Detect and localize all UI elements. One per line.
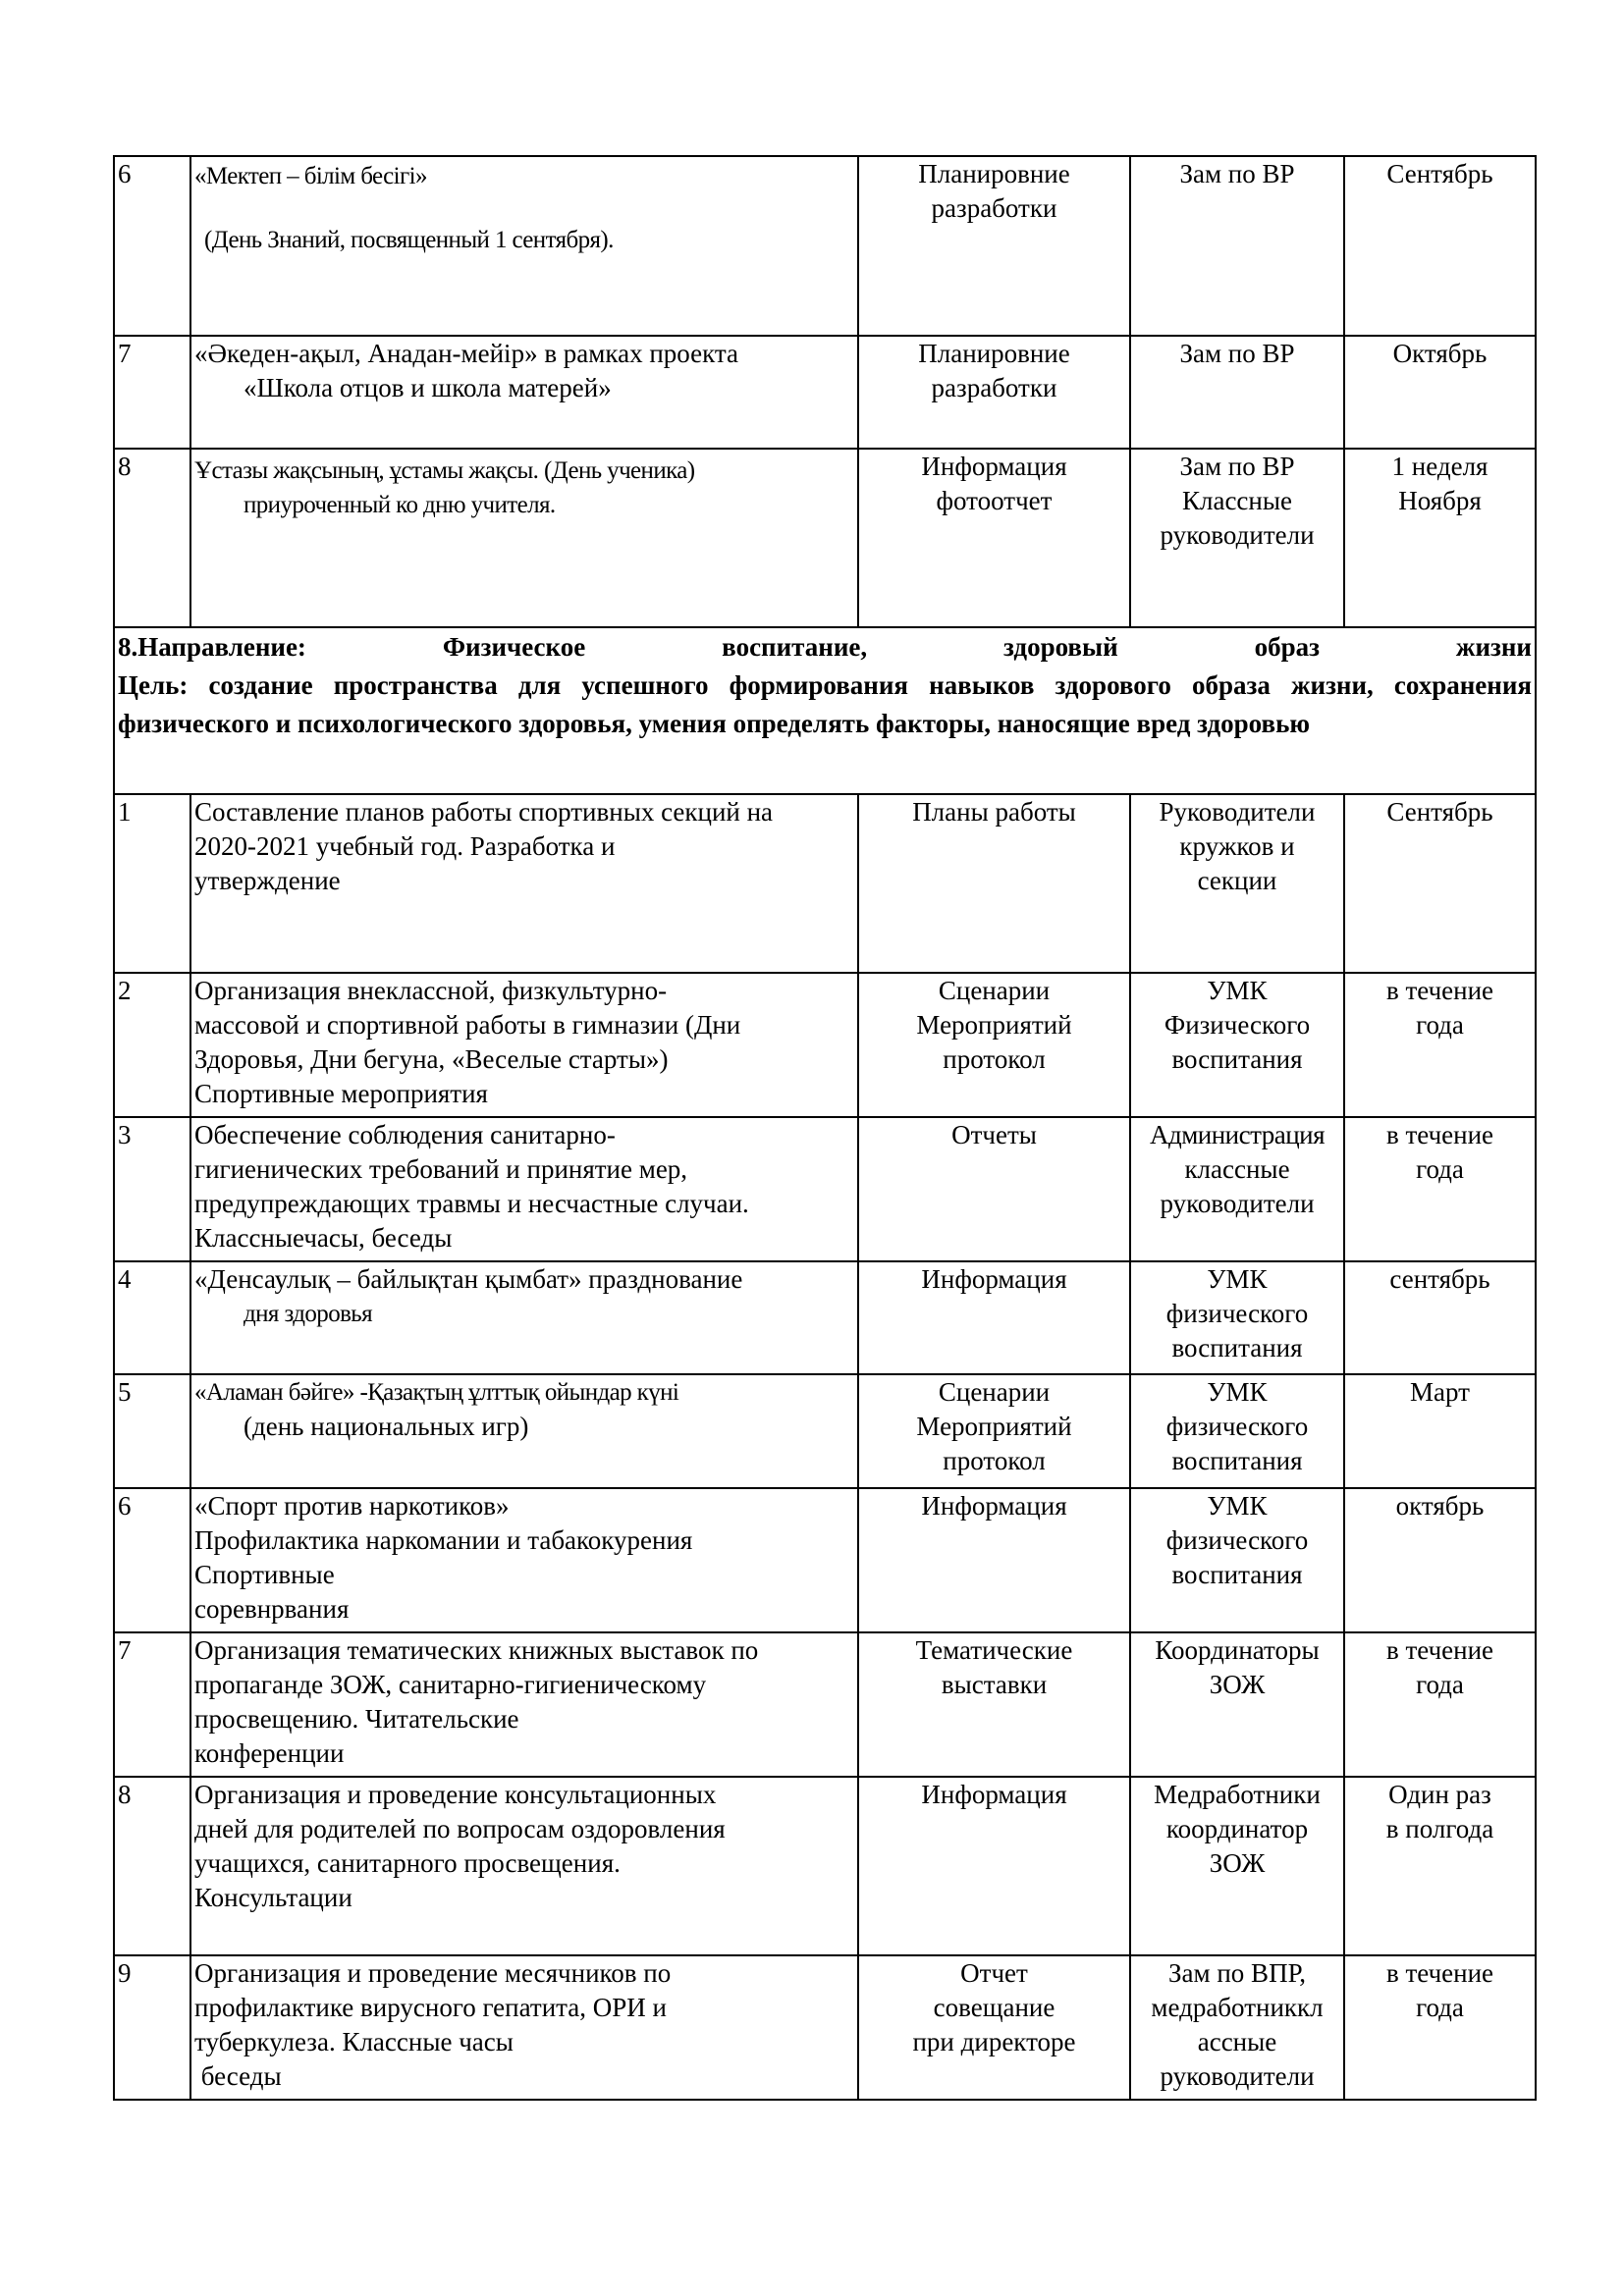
term-cell: Один раз в полгода bbox=[1344, 1777, 1536, 1955]
event-cell: «Денсаулық – байлықтан қымбат» празднование дня здоровья bbox=[190, 1261, 858, 1374]
event-cell: Обеспечение соблюдения санитарно- гигиенических требований и принятие мер, предупреждающих травмы и несчастные случаи. Классныечасы, беседы bbox=[190, 1117, 858, 1261]
form-cell: Планировние разработки bbox=[858, 336, 1130, 449]
form-cell: Сценарии Мероприятий протокол bbox=[858, 973, 1130, 1117]
table-row bbox=[114, 336, 1536, 449]
table-row bbox=[114, 1955, 1536, 2100]
row-number: 6 bbox=[114, 156, 190, 336]
row-number: 2 bbox=[114, 973, 190, 1117]
row-number: 7 bbox=[114, 336, 190, 449]
table-row bbox=[114, 1261, 1536, 1374]
responsible-cell: УМК физического воспитания bbox=[1130, 1374, 1344, 1488]
table-row bbox=[114, 1488, 1536, 1632]
term-cell: Сентябрь bbox=[1344, 156, 1536, 336]
table-row bbox=[114, 1117, 1536, 1261]
responsible-cell: Медработники координатор ЗОЖ bbox=[1130, 1777, 1344, 1955]
responsible-cell: УМК физического воспитания bbox=[1130, 1488, 1344, 1632]
event-cell: Организация и проведение месячников по профилактике вирусного гепатита, ОРИ и туберкулеза. Классные часы беседы bbox=[190, 1955, 858, 2100]
term-cell: в течение года bbox=[1344, 1117, 1536, 1261]
event-cell: Организация тематических книжных выставок по пропаганде ЗОЖ, санитарно-гигиеническому просвещению. Читательские конференции bbox=[190, 1632, 858, 1777]
form-cell: Информация bbox=[858, 1261, 1130, 1374]
event-cell: «Әкеден-ақыл, Анадан-мейір» в рамках проекта «Школа отцов и школа матерей» bbox=[190, 336, 858, 449]
responsible-cell: Руководители кружков и секции bbox=[1130, 794, 1344, 973]
event-cell: Составление планов работы спортивных секций на 2020-2021 учебный год. Разработка и утверждение bbox=[190, 794, 858, 973]
event-cell: «Аламан бәйге» -Қазақтың ұлттық ойындар күні (день национальных игр) bbox=[190, 1374, 858, 1488]
form-cell: Планировние разработки bbox=[858, 156, 1130, 336]
form-cell: Информация bbox=[858, 1777, 1130, 1955]
row-number: 6 bbox=[114, 1488, 190, 1632]
event-cell: Ұстазы жақсының, ұстамы жақсы. (День ученика) приуроченный ко дню учителя. bbox=[190, 449, 858, 627]
section-header-row bbox=[114, 627, 1536, 794]
term-cell: в течение года bbox=[1344, 1955, 1536, 2100]
responsible-cell: Координаторы ЗОЖ bbox=[1130, 1632, 1344, 1777]
responsible-cell: Зам по ВР Классные руководители bbox=[1130, 449, 1344, 627]
event-cell: «Спорт против наркотиков» Профилактика наркомании и табакокурения Спортивные соревнрвания bbox=[190, 1488, 858, 1632]
form-cell: Отчеты bbox=[858, 1117, 1130, 1261]
row-number: 3 bbox=[114, 1117, 190, 1261]
row-number: 1 bbox=[114, 794, 190, 973]
term-cell: Сентябрь bbox=[1344, 794, 1536, 973]
table-row bbox=[114, 794, 1536, 973]
row-number: 9 bbox=[114, 1955, 190, 2100]
form-cell: Планы работы bbox=[858, 794, 1130, 973]
term-cell: в течение года bbox=[1344, 973, 1536, 1117]
responsible-cell: УМК Физического воспитания bbox=[1130, 973, 1344, 1117]
table-row bbox=[114, 973, 1536, 1117]
row-number: 7 bbox=[114, 1632, 190, 1777]
section-goal: Цель: создание пространства для успешного формирования навыков здорового образа жизни, сохранения физического и психологического здоровья, умения определять факторы, наносящие вред здоровью bbox=[118, 670, 1532, 738]
row-number: 8 bbox=[114, 449, 190, 627]
term-cell: октябрь bbox=[1344, 1488, 1536, 1632]
term-cell: 1 неделя Ноября bbox=[1344, 449, 1536, 627]
form-cell: Информация фотоотчет bbox=[858, 449, 1130, 627]
table-row bbox=[114, 156, 1536, 336]
plan-table bbox=[113, 155, 1537, 2101]
form-cell: Отчет совещание при директоре bbox=[858, 1955, 1130, 2100]
form-cell: Сценарии Мероприятий протокол bbox=[858, 1374, 1130, 1488]
table-row bbox=[114, 1777, 1536, 1955]
table-row bbox=[114, 449, 1536, 627]
term-cell: Октябрь bbox=[1344, 336, 1536, 449]
term-cell: сентябрь bbox=[1344, 1261, 1536, 1374]
responsible-cell: Зам по ВР bbox=[1130, 156, 1344, 336]
row-number: 4 bbox=[114, 1261, 190, 1374]
table-row bbox=[114, 1632, 1536, 1777]
section-title: 8.Направление: Физическое воспитание, здоровый образ жизни bbox=[118, 632, 1532, 662]
responsible-cell: Администрация классные руководители bbox=[1130, 1117, 1344, 1261]
form-cell: Тематические выставки bbox=[858, 1632, 1130, 1777]
event-cell: Организация и проведение консультационных дней для родителей по вопросам оздоровления учащихся, санитарного просвещения. Консультации bbox=[190, 1777, 858, 1955]
event-cell: Организация внеклассной, физкультурно- массовой и спортивной работы в гимназии (Дни Здоровья, Дни бегуна, «Веселые старты») Спортивные мероприятия bbox=[190, 973, 858, 1117]
row-number: 5 bbox=[114, 1374, 190, 1488]
section-heading bbox=[114, 627, 1536, 794]
responsible-cell: Зам по ВР bbox=[1130, 336, 1344, 449]
event-cell: «Мектеп – білім бесігі» (День Знаний, посвященный 1 сентября). bbox=[190, 156, 858, 336]
form-cell: Информация bbox=[858, 1488, 1130, 1632]
row-number: 8 bbox=[114, 1777, 190, 1955]
term-cell: Март bbox=[1344, 1374, 1536, 1488]
responsible-cell: Зам по ВПР, медработниккл ассные руководители bbox=[1130, 1955, 1344, 2100]
responsible-cell: УМК физического воспитания bbox=[1130, 1261, 1344, 1374]
term-cell: в течение года bbox=[1344, 1632, 1536, 1777]
table-row bbox=[114, 1374, 1536, 1488]
